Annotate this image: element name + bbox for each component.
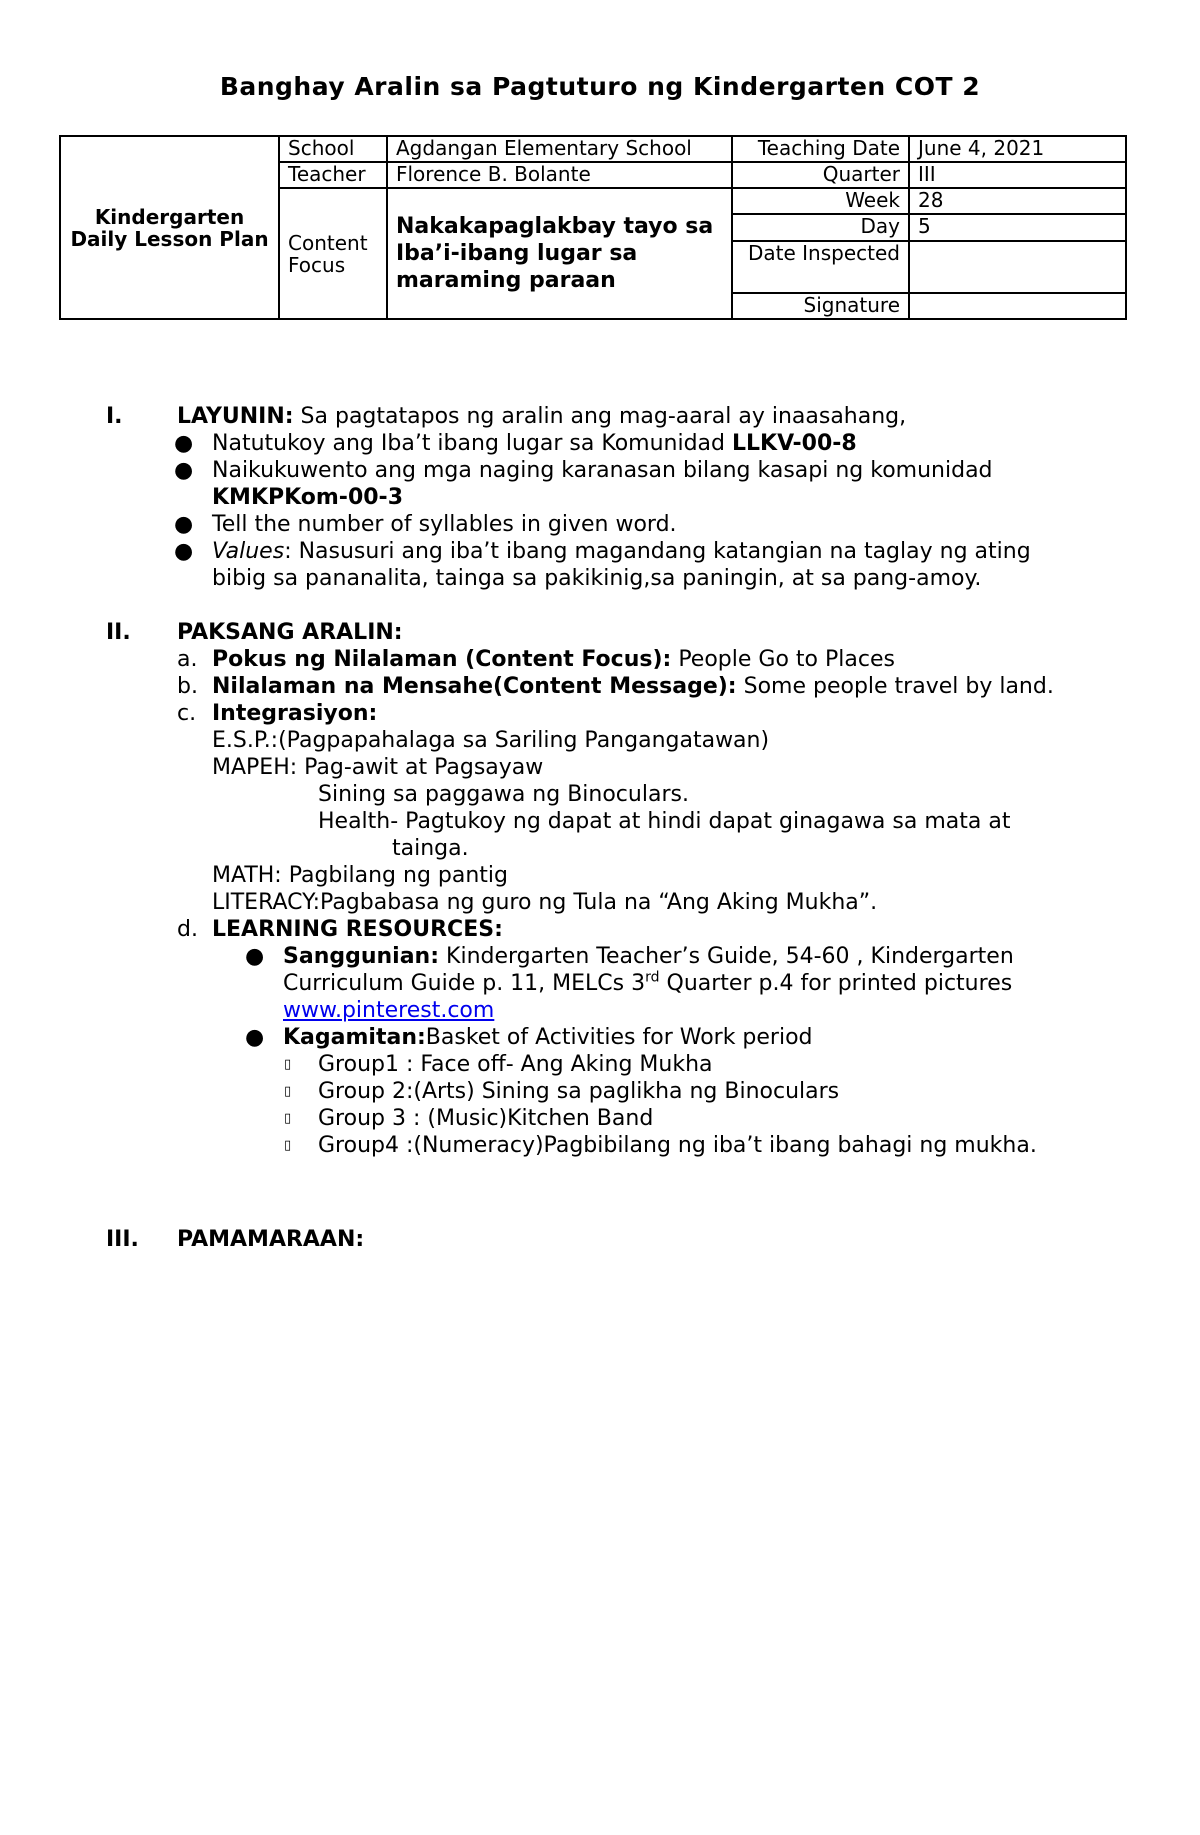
signature-label: Signature xyxy=(732,293,909,319)
objective-2-code: KMKPKom-00-3 xyxy=(212,485,403,510)
objective-1 xyxy=(212,430,857,457)
school-value: Agdangan Elementary School xyxy=(387,136,732,162)
bullet-icon: ● xyxy=(174,539,194,564)
objective-4-label: Values xyxy=(212,539,285,564)
day-label: Day xyxy=(732,214,909,240)
bullet-icon: ● xyxy=(245,1025,265,1050)
group-2: Group 2:(Arts) Sining sa paglikha ng Binoculars xyxy=(318,1079,840,1104)
sanggunian xyxy=(283,943,1014,970)
section-1-heading-line xyxy=(177,403,906,430)
group-4: Group4 :(Numeracy)Pagbibilang ng iba’t ibang bahagi ng mukha. xyxy=(318,1133,1037,1158)
item-b xyxy=(212,673,1054,700)
item-d-label: LEARNING RESOURCES: xyxy=(212,917,503,942)
item-b-label: Nilalaman na Mensahe(Content Message): xyxy=(212,674,737,699)
content-focus-value: Nakakapaglakbay tayo sa Iba’i-ibang lugar sa maraming paraan xyxy=(387,188,732,319)
signature-value xyxy=(909,293,1126,319)
sanggunian-label: Sanggunian: xyxy=(283,944,440,969)
quarter-value: III xyxy=(909,162,1126,188)
document-title: Banghay Aralin sa Pagtuturo ng Kindergarten COT 2 xyxy=(219,72,981,101)
item-a xyxy=(212,646,895,673)
objective-1-code: LLKV-00-8 xyxy=(732,431,857,456)
section-1-numeral: I. xyxy=(106,404,123,429)
group-3: Group 3 : (Music)Kitchen Band xyxy=(318,1106,654,1131)
date-inspected-label: Date Inspected xyxy=(732,241,909,293)
integration-math: MATH: Pagbilang ng pantig xyxy=(212,863,509,888)
item-c-letter: c. xyxy=(177,701,197,726)
section-1-heading: LAYUNIN: xyxy=(177,404,294,429)
school-label: School xyxy=(279,136,387,162)
section-2-numeral: II. xyxy=(106,620,131,645)
date-inspected-value xyxy=(909,241,1126,293)
teacher-value: Florence B. Bolante xyxy=(387,162,732,188)
quarter-label: Quarter xyxy=(732,162,909,188)
bullet-icon: ● xyxy=(245,944,265,969)
integration-esp: E.S.P.:(Pagpapahalaga sa Sariling Pangangatawan) xyxy=(212,728,770,753)
bullet-icon: ● xyxy=(174,512,194,537)
objective-1-text: Natutukoy ang Iba’t ibang lugar sa Komunidad xyxy=(212,431,732,456)
integration-literacy: LITERACY:Pagbabasa ng guro ng Tula na “Ang Aking Mukha”. xyxy=(212,890,878,915)
box-bullet-icon: ▯ xyxy=(284,1111,292,1126)
item-a-letter: a. xyxy=(177,647,198,672)
section-3-heading: PAMAMARAAN: xyxy=(177,1227,365,1252)
group-1: Group1 : Face off- Ang Aking Mukha xyxy=(318,1052,713,1077)
objective-3: Tell the number of syllables in given word. xyxy=(212,512,677,537)
sanggunian-text: Kindergarten Teacher’s Guide, 54-60 , Kindergarten xyxy=(439,944,1014,969)
kagamitan xyxy=(283,1024,813,1051)
kagamitan-text: Basket of Activities for Work period xyxy=(425,1025,813,1050)
kagamitan-label: Kagamitan: xyxy=(283,1025,426,1050)
day-value: 5 xyxy=(909,214,1126,240)
integration-health: Health- Pagtukoy ng dapat at hindi dapat ginagawa sa mata at xyxy=(318,809,1011,834)
item-b-letter: b. xyxy=(177,674,198,699)
objective-4-text: : Nasusuri ang iba’t ibang magandang katangian na taglay ng ating xyxy=(284,539,1031,564)
integration-sining: Sining sa paggawa ng Binoculars. xyxy=(318,782,689,807)
section-3-numeral: III. xyxy=(106,1227,139,1252)
week-value: 28 xyxy=(909,188,1126,214)
teaching-date-label: Teaching Date xyxy=(732,136,909,162)
teacher-label: Teacher xyxy=(279,162,387,188)
item-a-text: People Go to Places xyxy=(671,647,895,672)
box-bullet-icon: ▯ xyxy=(284,1057,292,1072)
sanggunian-text-2a: Curriculum Guide p. 11, MELCs 3 xyxy=(283,971,646,996)
sanggunian-superscript: rd xyxy=(645,969,660,986)
lesson-plan-header-table xyxy=(59,135,1127,320)
item-b-text: Some people travel by land. xyxy=(736,674,1054,699)
plan-label: Kindergarten Daily Lesson Plan xyxy=(60,136,279,319)
integration-mapeh: MAPEH: Pag-awit at Pagsayaw xyxy=(212,755,544,780)
bullet-icon: ● xyxy=(174,458,194,483)
item-a-label: Pokus ng Nilalaman (Content Focus): xyxy=(212,647,672,672)
sanggunian-continued xyxy=(283,970,1012,997)
objective-4-continued: bibig sa pananalita, tainga sa pakikinig,sa paningin, at sa pang-amoy. xyxy=(212,566,982,591)
item-c-label: Integrasiyon: xyxy=(212,701,378,726)
bullet-icon: ● xyxy=(174,431,194,456)
box-bullet-icon: ▯ xyxy=(284,1138,292,1153)
objective-4 xyxy=(212,538,1031,565)
pinterest-link[interactable]: www.pinterest.com xyxy=(283,998,495,1023)
section-2-heading: PAKSANG ARALIN: xyxy=(177,620,403,645)
item-d-letter: d. xyxy=(177,917,198,942)
content-focus-label: Content Focus xyxy=(279,188,387,319)
week-label: Week xyxy=(732,188,909,214)
teaching-date-value: June 4, 2021 xyxy=(909,136,1126,162)
section-1-intro: Sa pagtatapos ng aralin ang mag-aaral ay inaasahang, xyxy=(293,404,907,429)
integration-health-continued: tainga. xyxy=(392,836,469,861)
objective-2-text: Naikukuwento ang mga naging karanasan bilang kasapi ng komunidad xyxy=(212,458,993,483)
sanggunian-text-2b: Quarter p.4 for printed pictures xyxy=(659,971,1013,996)
box-bullet-icon: ▯ xyxy=(284,1084,292,1099)
